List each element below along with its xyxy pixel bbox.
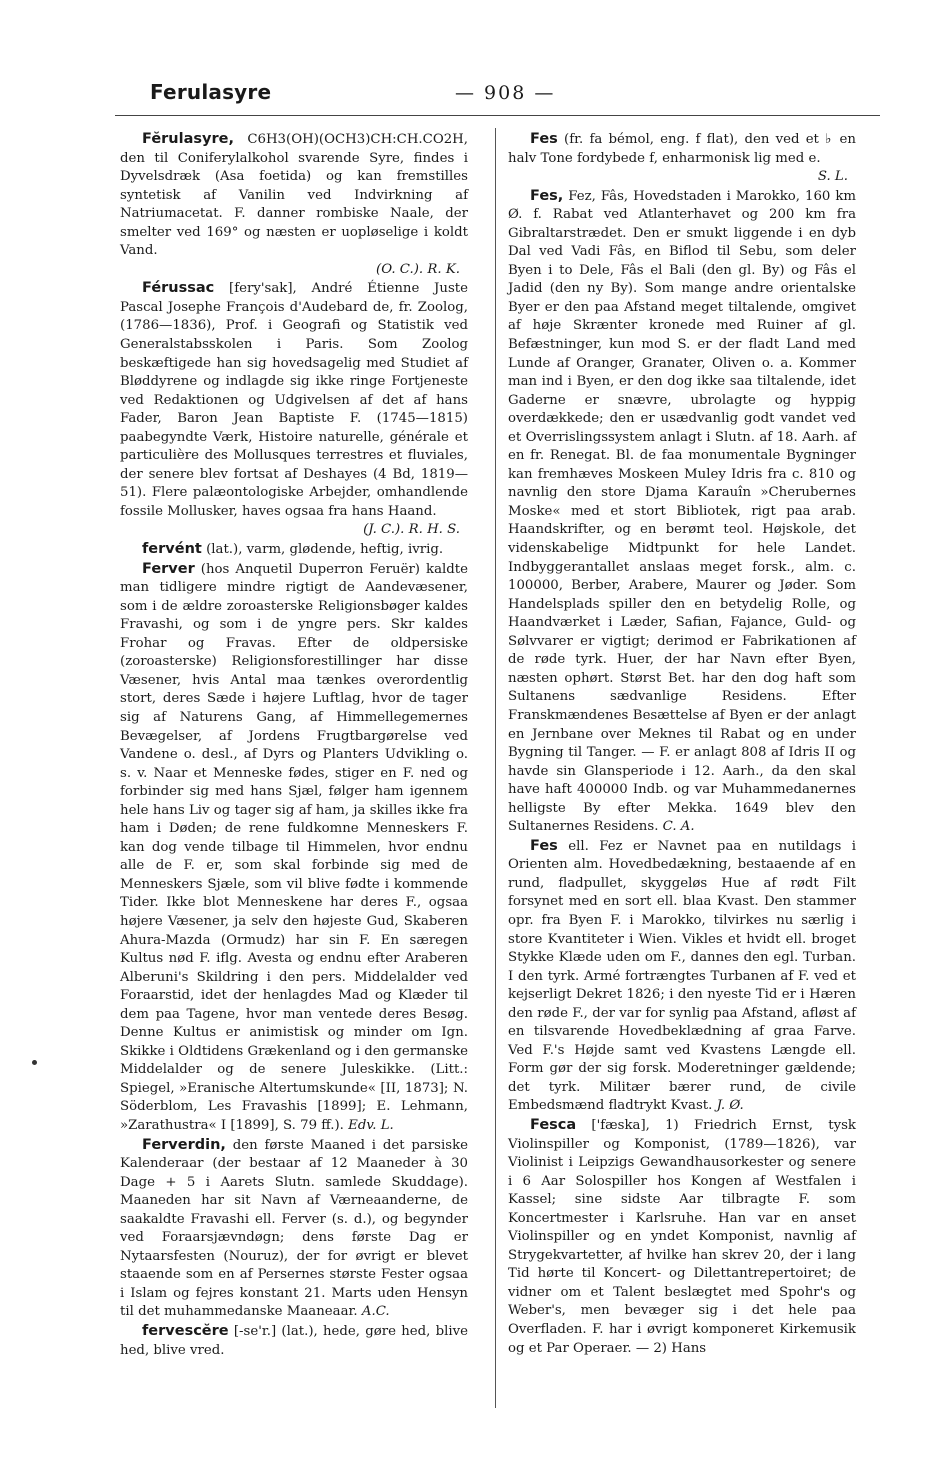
entry-signature: (O. C.). R. K. [376, 261, 460, 277]
headword: Férussac [142, 280, 215, 297]
headword: Fes, [530, 187, 564, 204]
entry-signature: J. Ø. [716, 1098, 744, 1114]
entry-text: ['fæska], 1) Friedrich Ernst, tysk Violinspiller og Komponist, (1789—1826), var Violinist i Leipzigs Gewandhausorkester og senere i 6 Aar Solospiller hos Kongen af Westfalen i Kassel; sine sidste Aar tilbragte F. som Koncertmester i Karlsruhe. Han var en anset Violinspiller og en yndet Komponist, navnlig af Strygekvartetter, af hvilke han skrev 20, der i lang Tid hørte til Koncert- og Dilettantrepertoiret; de vidner om et Talent beslægtet med Spohr's og Weber's, men bevæger sig i det hele paa Overfladen. F. har i øvrigt komponeret Kirkemusik og et Par Operaer. — 2) Hans [508, 1117, 856, 1356]
entry-text: (lat.), varm, glødende, heftig, ivrig. [206, 542, 444, 558]
entry-text: den første Maaned i det parsiske Kalenderaar (der bestaar af 12 Maaneder à 30 Dage + 5 i Aarets Slutn. samlede Skuddage). Maaneden har sit Navn af Værneaanderne, de saakaldte Fravashi ell. Ferver (s. d.), og begynder ved Foraarsjævndøgn; dens første Dag er Nytaarsfesten (Nouruz), der for øvrigt er blevet staaende som en af Persernes største Fester ogsaa i Islam og fejres konstant 21. Marts uden Hensyn til det muhammedanske Maaneaar. [120, 1137, 468, 1320]
entry-ferverdin [120, 1136, 468, 1322]
entry-text: [-se'r.] (lat.), hede, gøre hed, blive hed, blive vred. [120, 1324, 468, 1358]
column-divider [495, 128, 496, 1408]
entry-fes-music [508, 130, 856, 187]
entry-ferulasyre [120, 130, 468, 279]
headword: fervént [142, 541, 202, 558]
entry-fes-hat [508, 837, 856, 1116]
entry-fes-city [508, 187, 856, 837]
entry-ferussac [120, 279, 468, 540]
margin-mark [32, 1060, 37, 1065]
headword: Fes [530, 131, 558, 147]
headword: Fĕrulasyre, [142, 131, 234, 147]
entry-text: Fez, Fâs, Hovedstaden i Marokko, 160 km Ø. f. Rabat ved Atlanterhavet og 200 km fra Gibraltarstrædet. Den er smukt liggende i en dyb Dal ved Vadi Fâs, en Biflod til Sebu, som deler Byen i to Dele, Fâs el Bali (den gl. By) og Fâs el Jadid (den ny By). Som mange andre orientalske Byer er den paa Afstand meget tiltalende, omgivet af høje Skrænter kronede med Ruiner af gl. Befæstninger, kun mod S. er der fladt Land med Lunde af Oranger, Granater, Oliven o. a. Kommer man ind i Byen, er den dog ikke saa tiltalende, idet Gaderne er snævre, ubrolagte og hyppig overdækkede; den er usædvanlig godt vandet ved et Overrislingssystem anlagt i Slutn. af 18. Aarh. af en fr. Renegat. Bl. de faa monumentale Bygninger kan fremhæves Moskeen Muley Idris fra c. 810 og navnlig den store Djama Karauîn »Cherubernes Moske« med et stort Bibliotek, rigt paa arab. Haandskrifter, og en berømt teol. Højskole, det videnskabelige Midtpunkt for hele Landet. Indbyggerantallet anslaas meget forsk., alm. c. 100000, Berber, Arabere, Maurer og Jøder. Som Handelsplads spiller den en betydelig Rolle, og Haandværket i Læder, Safian, Fajance, Guld- og Sølvvarer er vigtigt; derimod er Fabrikationen af de røde tyrk. Huer, der har Navn efter Byen, næsten ophørt. Størst Bet. har den dog haft som Sultanens sædvanlige Residens. Efter Franskmændenes Besættelse af Byen er der anlagt en Jernbane over Meknes til Rabat og en under Bygning til Tanger. — F. er anlagt 808 af Idris II og havde sin Glansperiode i 12. Aarh., da den skal have haft 400000 Indb. og var Muhammedanernes helligste By efter Mekka. 1649 blev den Sultanernes Residens. [508, 188, 856, 835]
entry-text: (hos Anquetil Duperron Feruër) kaldte man tidligere mindre rigtigt de Aandevæsener, som i de ældre zoroasterske Religionsbøger kaldes Fravashi, og som i de yngre pers. Skr kaldes Frohar og Fravas. Efter de oldpersiske (zoroasterske) Religionsforestillinger har disse Væsener, hvis Antal maa tænkes overordentlig stort, deres Sæde i højere Luftlag, hvor de tager sig af Naturens Gang, af Himmellegemernes Bevægelser, af Jordens Frugtbargørelse ved Vandene o. desl., af Dyrs og Planters Udvikling o. s. v. Naar et Menneske fødes, stiger en F. ned og forbinder sig med hans Sjæl, følger ham igennem hele hans Liv og tager sig af ham, ja skilles ikke fra ham i Døden; de rene fuldkomne Menneskers F. kan dog vende tilbage til Himmelen, hvor endnu alle de F. er, som skal forbinde sig med de Menneskers Sjæle, som vil blive fødte i kommende Tider. Ikke blot Menneskene har deres F., ogsaa højere Væsener, ja selv den højeste Gud, Skaberen Ahura-Mazda (Ormudz) har sin F. En særegen Kultus nød F. iflg. Avesta og endnu efter Araberen Alberuni's Skildring i den pers. Middelalder ved Foraarstid, idet der henlagdes Mad og Klæder til dem paa Tagene, hvor man ventede deres Besøg. Denne Kultus er animistisk og minder om Ign. Skikke i Oldtidens Grækenland og i den germanske Middelalder og de senere Juleskikke. (Litt.: Spiegel, »Eranische Altertumskunde« [II, 1873]; N. Söderblom, Les Fravashis [1899]; E. Lehmann, »Zarathustra« I [1899], S. 79 ff.). [120, 561, 468, 1133]
entry-signature: A.C. [361, 1304, 390, 1320]
left-column [120, 130, 468, 1360]
entry-ferver [120, 560, 468, 1136]
running-head: Ferulasyre [150, 80, 272, 104]
headword: fervescĕre [142, 1323, 229, 1339]
page-header [0, 0, 936, 120]
entry-signature: Edv. L. [348, 1117, 394, 1133]
entry-fervent [120, 540, 468, 560]
header-rule [115, 115, 880, 116]
entry-signature: S. L. [817, 169, 848, 185]
headword: Ferverdin, [142, 1136, 226, 1153]
entry-fervescere [120, 1322, 468, 1360]
entry-signature: (J. C.). R. H. S. [363, 522, 460, 538]
entry-text: (fr. fa bémol, eng. f flat), den ved et ♭ en halv Tone fordybede f, enharmonisk lig med e. [508, 132, 856, 166]
entry-text: ell. Fez er Navnet paa en nutildags i Orienten alm. Hovedbedækning, bestaaende af en rund, fladpullet, skyggeløs Hue af rødt Filt forsynet med en sort ell. blaa Kvast. Den stammer opr. fra Byen F. i Marokko, tilvirkes nu særlig i store Kvantiteter i Wien. Vikles et hvidt ell. broget Stykke Klæde uden om F., dannes den egl. Turban. I den tyrk. Armé fortrængtes Turbanen af F. ved et kejserligt Dekret 1826; i den nyeste Tid er i Hæren den røde F., der var for synlig paa Afstand, afløst af en tilsvarende Hovedbeklædning af graa Farve. Ved F.'s Højde samt ved Kvastens Længde ell. Form gør der sig forsk. Moderetninger gældende; det tyrk. Militær bærer rund, de civile Embedsmænd fladtrykt Kvast. [508, 838, 856, 1114]
entry-text: C6H3(OH)(OCH3)CH:CH.CO2H, den til Coniferylalkohol svarende Syre, findes i Dyvelsdræk (Asa foetida) og kan fremstilles syntetisk af Vanilin ved Indvirkning af Natriumacetat. F. danner rombiske Naale, der smelter ved 169° og næsten er uopløselige i koldt Vand. [120, 132, 468, 259]
page-number: — 908 — [455, 82, 556, 104]
right-column [508, 130, 856, 1358]
entry-text: [fery'sak], André Étienne Juste Pascal Josephe François d'Audebard de, fr. Zoolog, (1786—1836), Prof. i Geografi og Statistik ved Generalstabsskolen i Paris. Som Zoolog beskæftigede han sig hovedsagelig med Studiet af Bløddyrene og indlagde sig ikke ringe Fortjeneste ved Redaktionen og Udgivelsen af det af hans Fader, Baron Jean Baptiste F. (1745—1815) paabegyndte Værk, Histoire naturelle, générale et particulière des Mollusques terrestres et fluviales, der senere blev fortsat af Deshayes (4 Bd, 1819—51). Flere palæontologiske Arbejder, omhandlende fossile Mollusker, haves ogsaa fra hans Haand. [120, 281, 468, 519]
headword: Ferver [142, 560, 195, 577]
entry-fesca [508, 1116, 856, 1358]
headword: Fes [530, 837, 558, 854]
headword: Fesca [530, 1116, 577, 1133]
entry-signature: C. A. [662, 819, 695, 835]
